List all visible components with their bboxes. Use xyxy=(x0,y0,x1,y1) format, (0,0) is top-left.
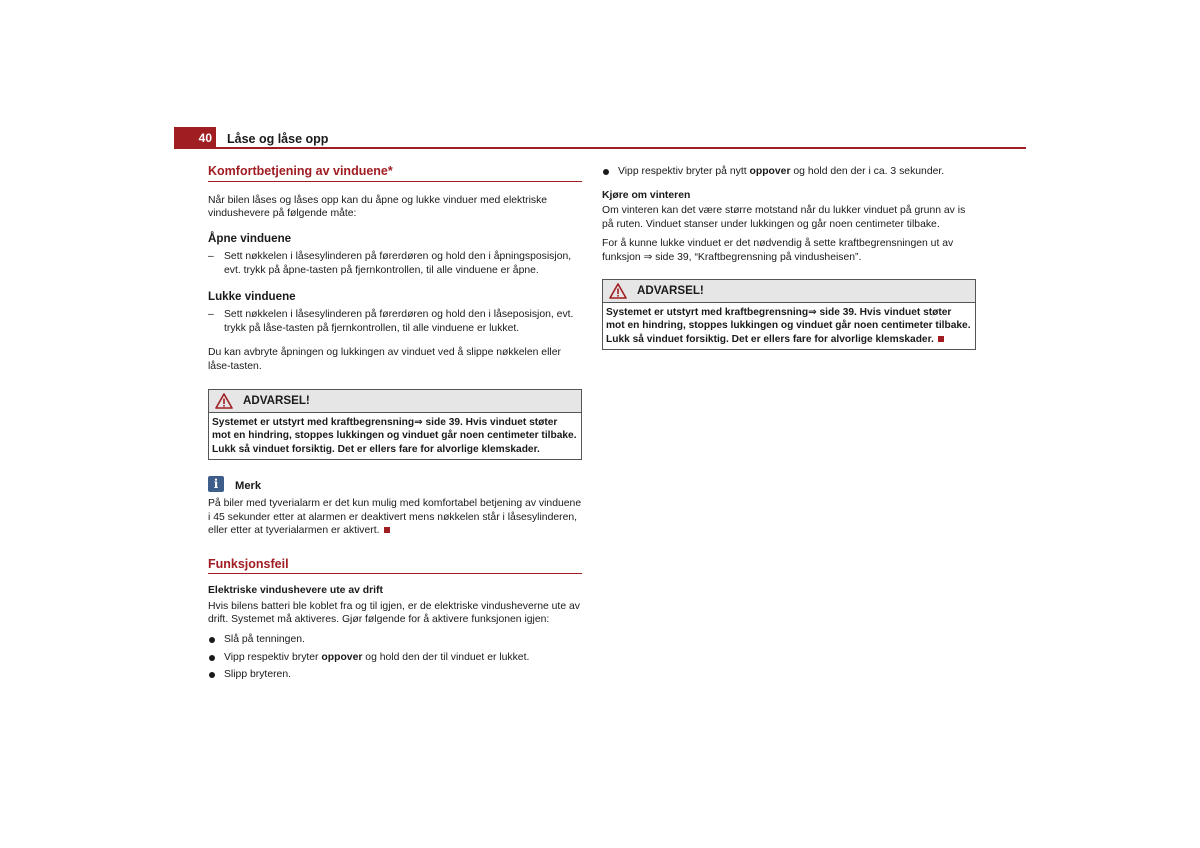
step-item xyxy=(602,165,976,179)
open-instruction xyxy=(208,250,582,277)
note-text: På biler med tyverialarm er det kun mulig med komfortabel betjening av vinduene i 45 sekunder etter at alarmen er deaktivert mens nøkkelen står i låsesylinderen, eller etter at tyverialarmen er aktivert. xyxy=(208,497,582,537)
step-item xyxy=(208,651,582,665)
winter-subtitle: Kjøre om vinteren xyxy=(602,189,691,201)
section-title-comfort: Komfortbetjening av vinduene* xyxy=(208,165,582,182)
fault-subtitle: Elektriske vindushevere ute av drift xyxy=(208,585,383,597)
info-icon: i xyxy=(208,476,224,492)
step-text: Vipp respektiv bryter på nytt xyxy=(618,166,750,177)
close-instruction xyxy=(208,308,582,335)
bullet xyxy=(209,655,215,661)
step-emphasis: oppover xyxy=(321,651,363,663)
step-item xyxy=(208,668,582,682)
abort-paragraph: Du kan avbryte åpningen og lukkingen av vinduet ved å slippe nøkkelen eller låse-tasten. xyxy=(208,347,561,372)
bullet xyxy=(209,672,215,678)
warning-header xyxy=(603,280,975,303)
winter-paragraph-2: For å kunne lukke vinduet er det nødvendig å sette kraftbegrensningen ut av funksjon ⇒ side 39, “Kraftbegrensning på vindusheisen”. xyxy=(602,238,954,263)
subsection-title-open: Åpne vinduene xyxy=(208,231,292,245)
warning-label: ADVARSEL! xyxy=(637,283,704,297)
intro-paragraph: Når bilen låses og låses opp kan du åpne og lukke vinduer med elektriske vindushevere på følgende måte: xyxy=(208,194,548,220)
note-header xyxy=(208,474,582,494)
warning-header xyxy=(209,390,581,413)
step-item xyxy=(208,633,582,647)
step-text-rest: og hold den der i ca. 3 sekunder. xyxy=(790,166,945,177)
warning-box xyxy=(602,279,976,351)
open-instruction-text: Sett nøkkelen i låsesylinderen på førerdøren og hold den i åpningsposisjon, evt. trykk på åpne-tasten på fjernkontrollen, til alle vinduene er åpne. xyxy=(224,251,572,276)
winter-paragraph-1: Om vinteren kan det være større motstand når du lukker vinduet på grunn av is på ruten. Vinduet stanser under lukkingen og går noen centimeter tilbake. xyxy=(602,205,966,230)
step-text: Vipp respektiv bryter xyxy=(224,651,322,663)
warning-triangle-icon xyxy=(609,283,627,299)
end-of-section-marker xyxy=(384,527,390,533)
dash-marker: – xyxy=(208,251,214,263)
header-divider xyxy=(174,147,1026,149)
chapter-title: Låse og låse opp xyxy=(227,132,329,146)
warning-paragraph xyxy=(603,303,975,350)
step-text-rest: og hold den der til vinduet er lukket. xyxy=(362,651,530,663)
left-column xyxy=(208,165,582,682)
step-emphasis: oppover xyxy=(749,166,791,177)
step-text: Slå på tenningen. xyxy=(224,634,305,646)
fault-paragraph: Hvis bilens batteri ble koblet fra og til igjen, er de elektriske vindusheverne ute av drift. Systemet må aktiveres. Gjør følgende for å aktivere funksjonen igjen: xyxy=(208,600,580,626)
warning-label: ADVARSEL! xyxy=(243,393,310,407)
right-column xyxy=(602,165,976,350)
end-of-section-marker xyxy=(938,336,944,342)
note-paragraph xyxy=(208,497,582,538)
subsection-title-close: Lukke vinduene xyxy=(208,289,296,303)
warning-text: Systemet er utstyrt med kraftbegrensning⇒ side 39. Hvis vinduet støter mot en hindring, stoppes lukkingen og vinduet går noen centimeter tilbake. Lukk så vinduet forsiktig. Det er ellers fare for alvorlige klemskader. xyxy=(606,306,971,345)
close-instruction-text: Sett nøkkelen i låsesylinderen på førerdøren og hold den i låseposisjon, evt. trykk på låse-tasten på fjernkontrollen, til alle vinduene er lukket. xyxy=(224,309,574,334)
bullet xyxy=(603,169,609,175)
warning-text: Systemet er utstyrt med kraftbegrensning⇒ side 39. Hvis vinduet støter mot en hindring, stoppes lukkingen og vinduet går noen centimeter tilbake. Lukk så vinduet forsiktig. Det er ellers fare for alvorlige klemskader. xyxy=(212,416,577,455)
dash-marker: – xyxy=(208,309,214,321)
warning-triangle-icon xyxy=(215,393,233,409)
page-number: 40 xyxy=(174,127,216,149)
note-label: Merk xyxy=(235,480,262,493)
section-title-faults: Funksjonsfeil xyxy=(208,558,582,575)
bullet xyxy=(209,637,215,643)
step-text: Slipp bryteren. xyxy=(224,669,291,681)
warning-box xyxy=(208,389,582,461)
